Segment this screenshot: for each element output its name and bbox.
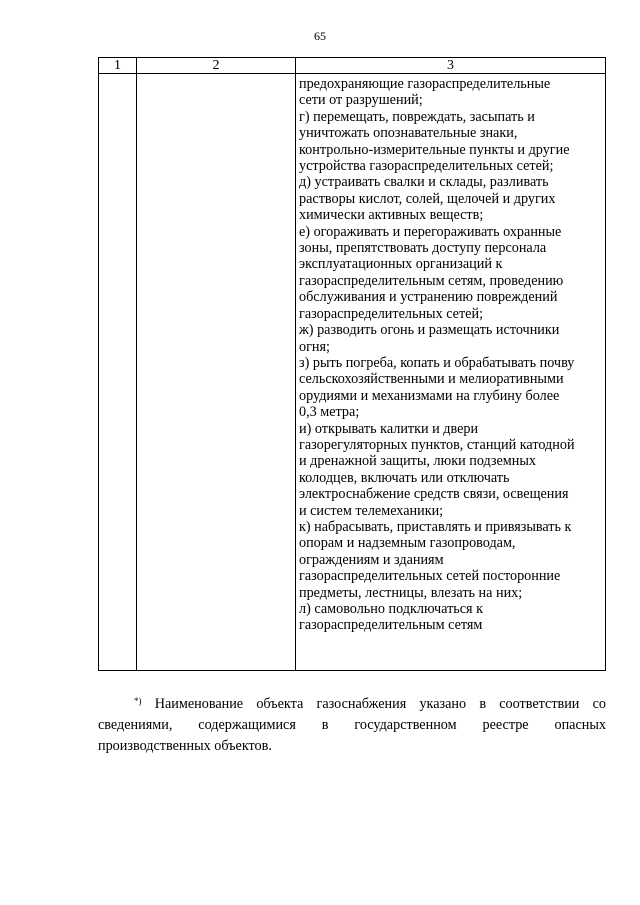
text-line: зоны, препятствовать доступу персонала [299,240,547,257]
footnote-text: Наименование объекта газоснабжения указано в соответствии со [154,696,607,712]
text-line: г) перемещать, повреждать, засыпать и [299,108,535,125]
text-line: и) открывать калитки и двери [299,420,479,437]
column-header-3: 3 [296,58,606,74]
text-line: д) устраивать свалки и склады, разливать [299,174,549,191]
footnote-line: производственных объектов. [98,738,272,754]
text-line: обслуживания и устранению повреждений [299,289,558,306]
footnote-line: сведениями, содержащимися в государственном реестре опасных [98,717,606,733]
text-line: и дренажной защиты, люки подземных [299,453,536,470]
column-header-2: 2 [137,58,296,74]
text-line: газораспределительным сетям [299,617,483,634]
footnote-marker: *) [134,696,142,706]
text-line: 0,3 метра; [299,404,360,421]
text-line: газораспределительных сетей посторонние [299,568,561,585]
text-line: эксплуатационных организаций к [299,256,503,273]
cell-col2 [137,74,296,671]
text-line: з) рыть погреба, копать и обрабатывать почву [299,354,575,371]
text-line: газораспределительным сетям, проведению [299,272,564,289]
text-line: предметы, лестницы, влезать на них; [299,584,523,601]
text-line: орудиями и механизмами на глубину более [299,387,560,404]
text-line: ж) разводить огонь и размещать источники [299,322,560,339]
table-row [99,74,606,671]
text-line: растворы кислот, солей, щелочей и других [299,190,556,207]
text-line: контрольно-измерительные пункты и другие [299,141,570,158]
text-line: электроснабжение средств связи, освещения [299,486,569,503]
text-line: газорегуляторных пунктов, станций катодной [299,436,575,453]
text-line: колодцев, включать или отключать [299,469,510,486]
text-line: и систем телемеханики; [299,502,444,519]
footnote [98,691,606,757]
text-line: опорам и надземным газопроводам, [299,535,516,552]
text-line: газораспределительных сетей; [299,305,484,322]
text-line: сельскохозяйственными и мелиоративными [299,371,564,388]
cell-col3 [296,74,606,671]
text-line: предохраняющие газораспределительные [299,76,551,92]
text-line: огня; [299,338,330,355]
regulation-table [98,57,606,671]
footnote-line [98,691,606,715]
table-header-row [99,58,606,74]
text-line: химически активных веществ; [299,207,484,224]
text-line: к) набрасывать, приставлять и привязывать к [299,518,572,535]
cell-col1 [99,74,137,671]
column-header-1: 1 [99,58,137,74]
text-line: ограждениям и зданиям [299,551,444,568]
text-line: сети от разрушений; [299,92,423,109]
text-line: устройства газораспределительных сетей; [299,158,554,175]
text-line: е) огораживать и перегораживать охранные [299,223,562,240]
page-number: 65 [314,29,326,43]
text-line: л) самовольно подключаться к [299,601,484,617]
text-line: уничтожать опознавательные знаки, [299,125,518,142]
